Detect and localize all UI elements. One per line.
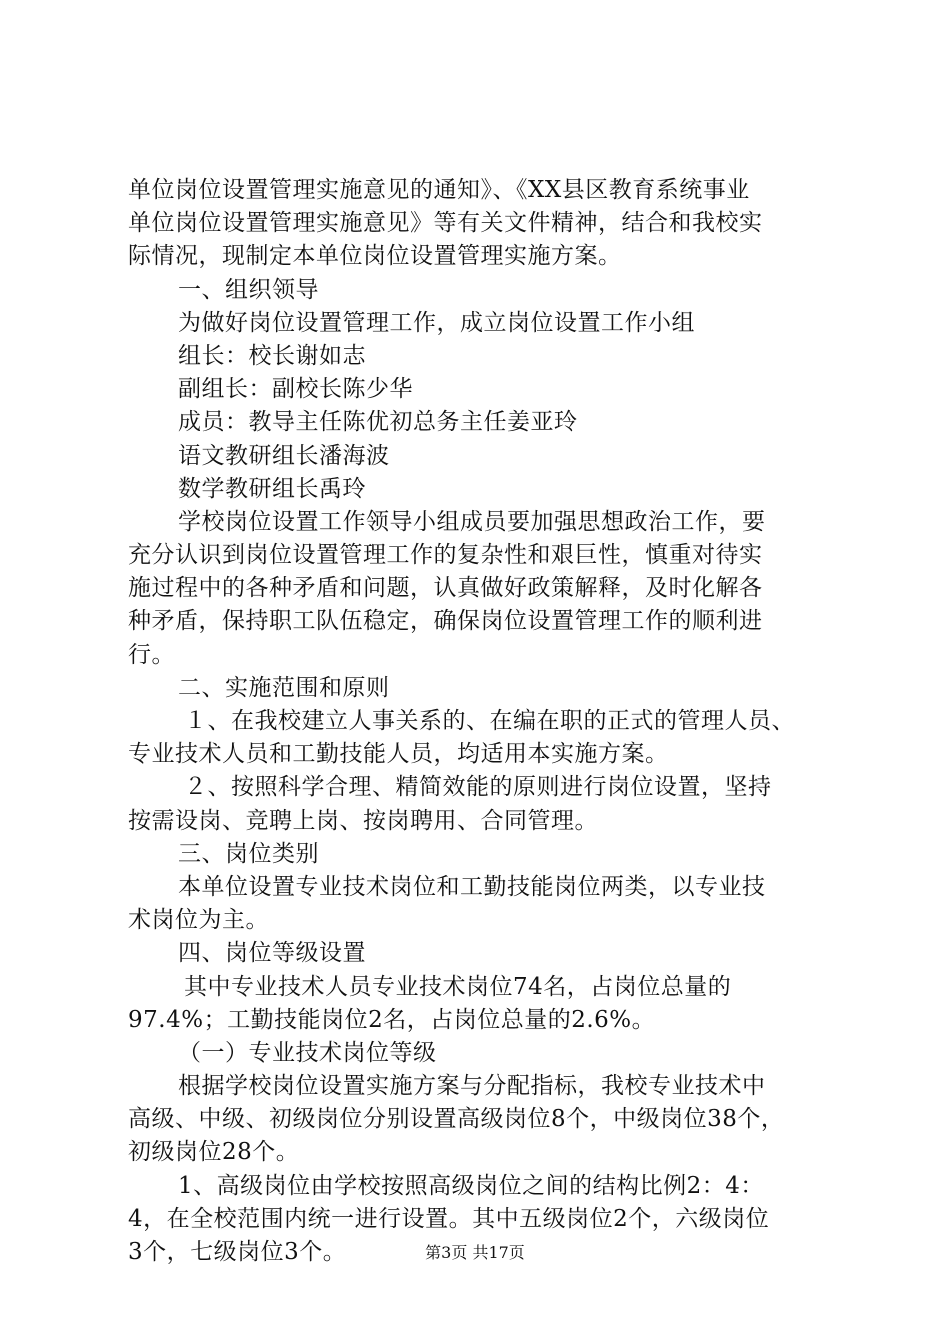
text-line: 数学教研组长禹玲: [178, 475, 366, 502]
section-heading: 一、组织领导: [178, 276, 319, 303]
text-line: 学校岗位设置工作领导小组成员要加强思想政治工作，要: [178, 508, 766, 535]
page-number-footer: 第3页 共17页: [425, 1243, 525, 1262]
text-line: 其中专业技术人员专业技术岗位74名，占岗位总量的: [184, 973, 732, 1000]
text-line: 本单位设置专业技术岗位和工勤技能岗位两类，以专业技: [178, 873, 766, 900]
text-line: １、在我校建立人事关系的、在编在职的正式的管理人员、: [184, 708, 795, 734]
text-line: 按需设岗、竞聘上岗、按岗聘用、合同管理。: [128, 807, 598, 834]
document-body: [128, 174, 838, 1269]
text-line: 高级、中级、初级岗位分别设置高级岗位8个，中级岗位38个，: [128, 1106, 785, 1133]
text-line: 根据学校岗位设置实施方案与分配指标，我校专业技术中: [178, 1073, 766, 1100]
text-line: ２、按照科学合理、精简效能的原则进行岗位设置，坚持: [184, 774, 772, 801]
text-line: 组长：校长谢如志: [178, 342, 366, 369]
subsection-heading: （一）专业技术岗位等级: [178, 1039, 437, 1066]
text-line: 成员：教导主任陈优初总务主任姜亚玲: [178, 409, 578, 436]
text-line: 3个，七级岗位3个。: [128, 1239, 347, 1265]
text-line: 初级岗位28个。: [128, 1139, 300, 1166]
text-line: 专业技术人员和工勤技能人员，均适用本实施方案。: [128, 741, 669, 768]
text-line: 际情况，现制定本单位岗位设置管理实施方案。: [128, 243, 622, 270]
text-line: 充分认识到岗位设置管理工作的复杂性和艰巨性，慎重对待实: [128, 542, 763, 569]
text-line: 为做好岗位设置管理工作，成立岗位设置工作小组: [178, 309, 695, 336]
text-line: 语文教研组长潘海波: [178, 442, 390, 469]
text-line: 种矛盾，保持职工队伍稳定，确保岗位设置管理工作的顺利进: [128, 608, 763, 635]
text-line: 术岗位为主。: [128, 907, 269, 934]
text-line: 副组长：副校长陈少华: [178, 376, 413, 403]
text-line: 单位岗位设置管理实施意见的通知》、《XX县区教育系统事业: [128, 177, 750, 203]
section-heading: 四、岗位等级设置: [178, 940, 366, 967]
text-line: 4，在全校范围内统一进行设置。其中五级岗位2个，六级岗位: [128, 1205, 770, 1232]
section-heading: 二、实施范围和原则: [178, 674, 390, 701]
text-line: 单位岗位设置管理实施意见》等有关文件精神，结合和我校实: [128, 210, 763, 237]
text-line: 行。: [128, 641, 175, 668]
text-line: 1、高级岗位由学校按照高级岗位之间的结构比例2：4：: [178, 1172, 764, 1199]
text-line: 施过程中的各种矛盾和问题，认真做好政策解释，及时化解各: [128, 575, 763, 602]
text-line: 97.4%；工勤技能岗位2名，占岗位总量的2.6%。: [128, 1006, 656, 1033]
section-heading: 三、岗位类别: [178, 840, 319, 867]
